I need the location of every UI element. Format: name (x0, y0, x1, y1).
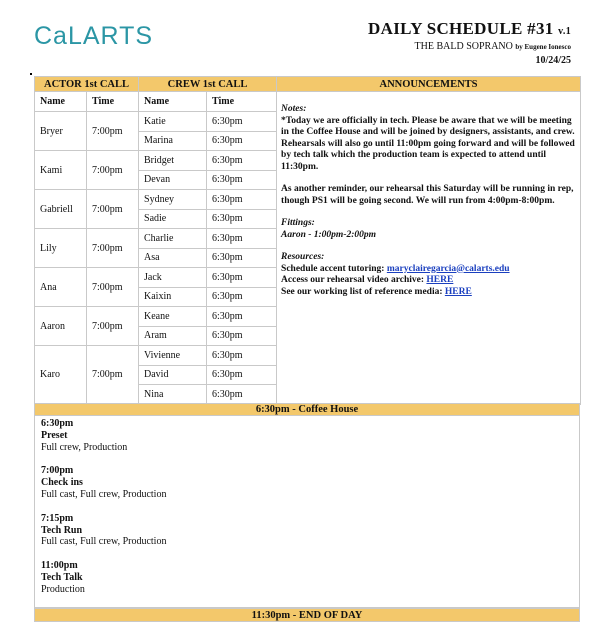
actor-call-time: 7:00pm (87, 229, 139, 268)
show-title: THE BALD SOPRANO (414, 41, 513, 52)
crew-call-time: 6:30pm (207, 287, 277, 307)
fittings-text: Aaron - 1:00pm-2:00pm (281, 229, 377, 240)
call-table (34, 76, 581, 405)
actor-name: Ana (35, 268, 87, 307)
resource-video-text: Access our rehearsal video archive: (281, 275, 427, 285)
crew-call-time: 6:30pm (207, 326, 277, 346)
event-time: 6:30pm (41, 418, 74, 429)
crew-name: Vivienne (139, 346, 207, 366)
marker-dot (30, 73, 32, 75)
crew-name: Kaixin (139, 287, 207, 307)
crew-call-time: 6:30pm (207, 209, 277, 229)
event-name: Tech Run (41, 524, 83, 536)
version-label: v.1 (558, 26, 571, 37)
event-name: Tech Talk (41, 571, 83, 583)
event-item (41, 465, 573, 500)
crew-call-time: 6:30pm (207, 112, 277, 132)
crew-call-time: 6:30pm (207, 268, 277, 288)
crew-name: Sydney (139, 190, 207, 210)
crew-name: Keane (139, 307, 207, 327)
actor-name: Karo (35, 346, 87, 405)
fittings-label: Fittings: (281, 218, 315, 228)
resource-media (281, 287, 576, 299)
resource-accent (281, 264, 576, 276)
crew-call-time: 6:30pm (207, 365, 277, 385)
event-who: Production (41, 583, 85, 595)
reference-media-link[interactable]: HERE (444, 286, 472, 297)
crew-time-col: Time (207, 92, 277, 112)
crew-call-time: 6:30pm (207, 248, 277, 268)
video-archive-link[interactable]: HERE (426, 275, 454, 285)
event-who: Full cast, Full crew, Production (41, 488, 167, 500)
schedule-title (368, 19, 571, 39)
calarts-logo: CaLARTS (34, 22, 154, 50)
crew-call-time: 6:30pm (207, 385, 277, 405)
crew-call-time: 6:30pm (207, 151, 277, 171)
crew-name: Marina (139, 131, 207, 151)
event-who: Full crew, Production (41, 441, 128, 453)
crew-name: Aram (139, 326, 207, 346)
location-band: 6:30pm - Coffee House (34, 403, 580, 416)
event-name: Check ins (41, 477, 83, 489)
accent-email-link[interactable]: maryclairegarcia@calarts.edu (386, 263, 510, 274)
event-who: Full cast, Full crew, Production (41, 536, 167, 548)
actor-time-col: Time (87, 92, 139, 112)
actor-name-col: Name (35, 92, 87, 112)
crew-name: Katie (139, 112, 207, 132)
event-name: Preset (41, 429, 68, 441)
actor-name: Gabriell (35, 190, 87, 229)
resources-label: Resources: (281, 252, 325, 262)
end-of-day-band: 11:30pm - END OF DAY (34, 608, 580, 622)
event-time: 11:00pm (41, 560, 78, 572)
crew-name: Charlie (139, 229, 207, 249)
crew-name-col: Name (139, 92, 207, 112)
notes-text-2: As another reminder, our rehearsal this Saturday will be running in rep, though PS1 will be going second. We will run from 4:00pm-8:00pm. (281, 184, 574, 206)
announcements-body (277, 92, 581, 405)
schedule-header (368, 19, 571, 66)
crew-name: Devan (139, 170, 207, 190)
actor-name: Bryer (35, 112, 87, 151)
crew-call-time: 6:30pm (207, 131, 277, 151)
crew-name: David (139, 365, 207, 385)
crew-call-time: 6:30pm (207, 190, 277, 210)
actor-call-time: 7:00pm (87, 190, 139, 229)
notes-text: *Today we are officially in tech. Please be aware that we will be meeting in the Coffee House and will be joined by designers, assistants, and crew. Rehearsals will also go until 11:00pm going forward and will be followed by tech talk which the production team is expected to attend until 11:30pm. (281, 115, 575, 172)
schedule-date: 10/24/25 (535, 55, 571, 66)
crew-name: Sadie (139, 209, 207, 229)
crew-name: Bridget (139, 151, 207, 171)
actor-name: Lily (35, 229, 87, 268)
crew-name: Nina (139, 385, 207, 405)
resource-video (281, 275, 576, 287)
author: by Eugene Ionesco (515, 43, 571, 51)
event-time: 7:15pm (41, 512, 74, 524)
actor-name: Aaron (35, 307, 87, 346)
notes-label: Notes: (281, 104, 307, 114)
crew-call-time: 6:30pm (207, 229, 277, 249)
show-line (368, 41, 571, 52)
resource-accent-text: Schedule accent tutoring: (281, 263, 387, 274)
event-item (41, 418, 573, 453)
actor-call-time: 7:00pm (87, 112, 139, 151)
crew-call-time: 6:30pm (207, 170, 277, 190)
actor-name: Kami (35, 151, 87, 190)
crew-name: Asa (139, 248, 207, 268)
crew-call-header: CREW 1st CALL (139, 77, 277, 92)
actor-call-time: 7:00pm (87, 346, 139, 405)
actor-call-header: ACTOR 1st CALL (35, 77, 139, 92)
actor-call-time: 7:00pm (87, 268, 139, 307)
title-text: DAILY SCHEDULE #31 (368, 19, 554, 38)
announcements-header: ANNOUNCEMENTS (277, 77, 581, 92)
crew-name: Jack (139, 268, 207, 288)
actor-call-time: 7:00pm (87, 307, 139, 346)
event-item (41, 560, 573, 595)
event-item (41, 513, 573, 548)
event-time: 7:00pm (41, 465, 74, 477)
resource-media-text: See our working list of reference media: (281, 286, 445, 297)
event-list (34, 415, 580, 608)
crew-call-time: 6:30pm (207, 346, 277, 366)
crew-call-time: 6:30pm (207, 307, 277, 327)
actor-call-time: 7:00pm (87, 151, 139, 190)
